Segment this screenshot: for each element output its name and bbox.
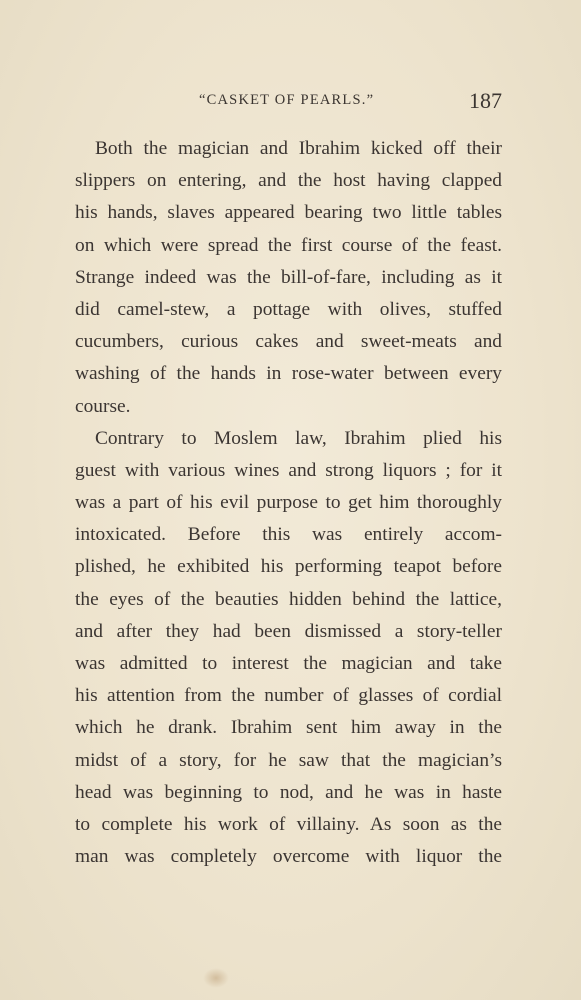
page-number: 187 xyxy=(469,88,502,113)
text-line: cucumbers, curious cakes and sweet-meats and xyxy=(75,331,502,353)
running-title: “CASKET OF PEARLS.” xyxy=(199,92,375,108)
text-line: midst of a story, for he saw that the magician’s xyxy=(75,749,502,771)
text-line: and after they had been dismissed a story-teller xyxy=(75,620,502,642)
text-line: was a part of his evil purpose to get him thoroughly xyxy=(75,492,502,514)
text-line: head was beginning to nod, and he was in haste xyxy=(75,781,502,803)
text-line: Contrary to Moslem law, Ibrahim plied his xyxy=(95,427,502,449)
text-line: was admitted to interest the magician and take xyxy=(75,653,502,674)
paragraph-2 xyxy=(75,423,502,874)
text-line: on which were spread the first course of the feast. xyxy=(75,234,502,256)
text-line: intoxicated. Before this was entirely accom- xyxy=(75,524,502,546)
text-line: course. xyxy=(75,395,131,417)
text-line: plished, he exhibited his performing teapot before xyxy=(75,556,502,578)
paragraph-1 xyxy=(75,133,502,423)
text-line: to complete his work of villainy. As soon as the xyxy=(75,813,502,835)
text-line: man was completely overcome with liquor the xyxy=(75,846,502,868)
text-line: Both the magician and Ibrahim kicked off their xyxy=(95,138,502,159)
text-line: his hands, slaves appeared bearing two little tables xyxy=(75,202,502,224)
text-line: washing of the hands in rose-water between every xyxy=(75,363,502,385)
text-line: which he drank. Ibrahim sent him away in the xyxy=(75,717,502,739)
running-head xyxy=(75,88,502,118)
text-line: guest with various wines and strong liquors ; for it xyxy=(75,459,502,481)
text-line: his attention from the number of glasses of cordial xyxy=(75,685,502,707)
text-line: slippers on entering, and the host having clapped xyxy=(75,170,502,192)
text-line: did camel-stew, a pottage with olives, stuffed xyxy=(75,298,502,320)
paper-smudge xyxy=(203,968,229,988)
text-line: Strange indeed was the bill-of-fare, including as it xyxy=(75,266,502,288)
text-line: the eyes of the beauties hidden behind the lattice, xyxy=(75,588,502,610)
body-text xyxy=(75,133,502,873)
